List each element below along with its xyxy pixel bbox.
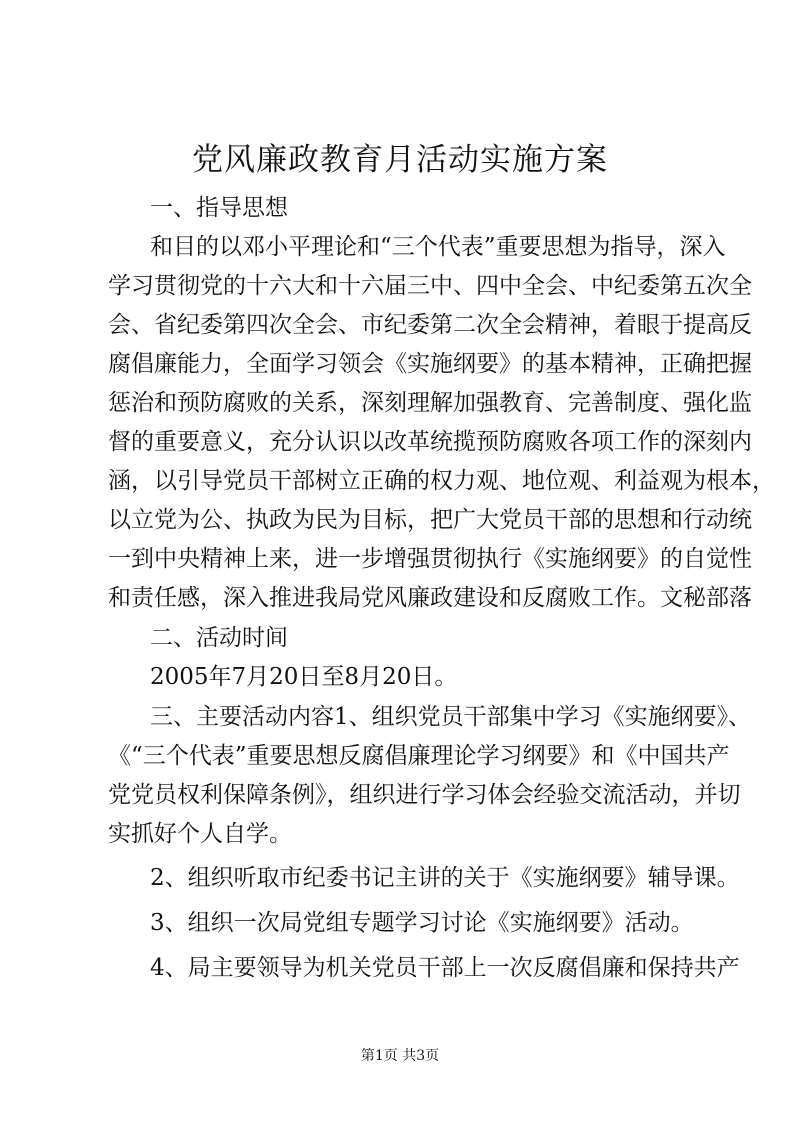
activity-item-3: 3、组织一次局党组专题学习讨论《实施纲要》活动。 — [150, 910, 694, 936]
paragraph-line: 实抓好个人自学。 — [108, 821, 292, 847]
activity-item-2: 2、组织听取市纪委书记主讲的关于《实施纲要》辅导课。 — [150, 865, 740, 891]
paragraph-line: 腐倡廉能力，全面学习领会《实施纲要》的基本精神，正确把握 — [108, 351, 752, 377]
activity-item-4: 4、局主要领导为机关党员干部上一次反腐倡廉和保持共产 — [150, 955, 740, 981]
heading-activity-time: 二、活动时间 — [150, 625, 288, 651]
activity-date-range: 2005年7月20日至8月20日。 — [150, 664, 458, 690]
paragraph-line: 学习贯彻党的十六大和十六届三中、四中全会、中纪委第五次全 — [108, 273, 752, 299]
paragraph-line: 《“三个代表”重要思想反腐倡廉理论学习纲要》和《中国共产 — [108, 743, 730, 769]
paragraph-line: 和目的以邓小平理论和“三个代表”重要思想为指导，深入 — [150, 234, 726, 260]
paragraph-line: 涵，以引导党员干部树立正确的权力观、地位观、利益观为根本， — [108, 468, 775, 494]
paragraph-line: 以立党为公、执政为民为目标，把广大党员干部的思想和行动统 — [108, 507, 752, 533]
paragraph-line: 党党员权利保障条例》，组织进行学习体会经验交流活动，并切 — [108, 782, 741, 808]
paragraph-line: 惩治和预防腐败的关系，深刻理解加强教育、完善制度、强化监 — [108, 390, 752, 416]
paragraph-line: 一到中央精神上来，进一步增强贯彻执行《实施纲要》的自觉性 — [108, 546, 752, 572]
page-number-footer: 第1页 共3页 — [360, 1048, 440, 1064]
paragraph-line: 和责任感，深入推进我局党风廉政建设和反腐败工作。文秘部落 — [108, 585, 752, 611]
paragraph-line: 督的重要意义，充分认识以改革统揽预防腐败各项工作的深刻内 — [108, 429, 752, 455]
heading-main-activities: 三、主要活动内容1、组织党员干部集中学习《实施纲要》、 — [150, 704, 752, 730]
document-title: 党风廉政教育月活动实施方案 — [192, 142, 608, 178]
heading-guiding-ideology: 一、指导思想 — [150, 195, 288, 221]
paragraph-line: 会、省纪委第四次全会、市纪委第二次全会精神，着眼于提高反 — [108, 312, 752, 338]
